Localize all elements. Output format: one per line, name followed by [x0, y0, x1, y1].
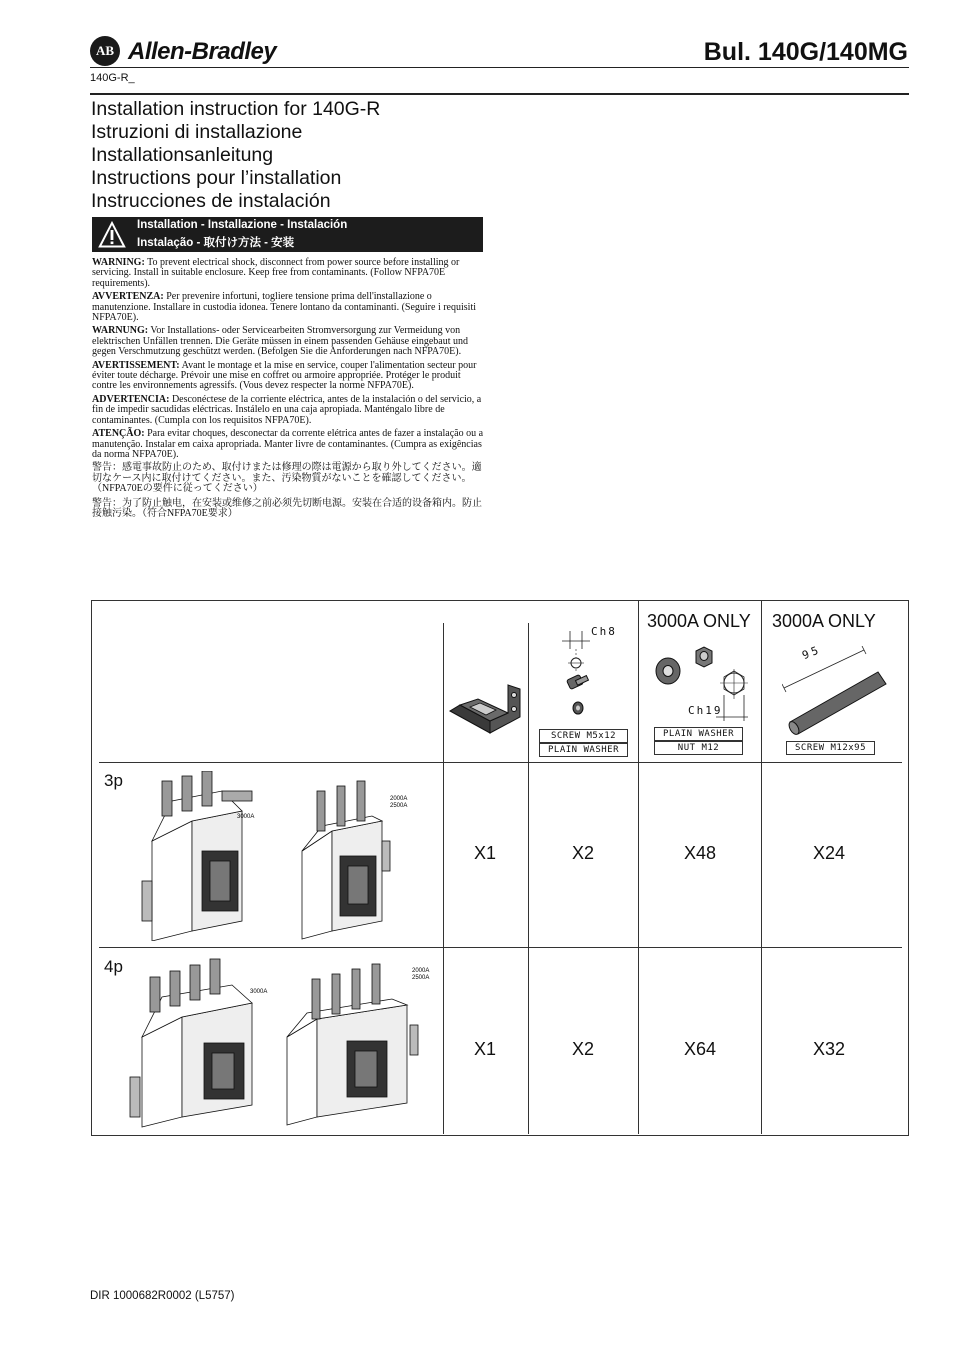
title-fr: Instructions pour l’installation: [91, 167, 342, 189]
warning-cn: 警告：为了防止触电，在安装或维修之前必须先切断电源。安装在合适的设备箱内。防止接触污染。（符合NFPA70E要求）: [92, 497, 482, 519]
bulletin-title: Bul. 140G/140MG: [703, 38, 908, 66]
plain-washer-label: PLAIN WASHER: [539, 743, 628, 757]
qty-4p-bracket: X1: [473, 1039, 497, 1059]
banner-line-2: Instalação - 取付け方法 - 安装: [137, 237, 295, 249]
header-3000a-only-2: 3000A ONLY: [772, 611, 876, 631]
qty-3p-bracket: X1: [473, 843, 497, 863]
title-es: Instrucciones de instalación: [91, 190, 331, 212]
warning-jp: 警告：感電事故防止のため、取付けまたは修理の際は電源から取り外してください。適切なケース内に取付けてください。また、汚染物質がないことを確認してください。（NFPA70Eの要件に従ってください）: [92, 462, 482, 495]
screw-m12-label: SCREW M12x95: [786, 741, 875, 755]
header-rule-bold: [90, 93, 909, 95]
dim-95-label: 95: [800, 642, 823, 663]
warning-triangle-icon: [97, 220, 127, 249]
rod-m12-icon: [782, 646, 894, 736]
warning-pt: ATENÇÃO: Para evitar choques, desconectar da corrente elétrica antes de fazer a instalação ou a manutenção. Instalar em caixa apropriada. Manter livre de contaminantes. (Cumpra as exigências da norma NFPA70E).: [92, 428, 484, 460]
title-en: Installation instruction for 140G-R: [91, 98, 381, 120]
row-label-4p: 4p: [104, 957, 123, 976]
row-divider: [99, 947, 902, 948]
brand-name: Allen-Bradley: [128, 38, 277, 65]
label-2000a-4p: 2000A: [412, 968, 430, 974]
breaker-3p-illustration: [132, 771, 432, 941]
qty-4p-screw: X2: [571, 1039, 595, 1059]
qty-4p-washer-nut: X64: [683, 1039, 717, 1059]
ch8-label: Ch8: [591, 625, 617, 638]
title-it: Istruzioni di installazione: [91, 121, 303, 143]
label-3000a-4p: 3000A: [250, 989, 268, 995]
warning-de: WARNUNG: Vor Installations- oder Servicearbeiten Stromversorgung zur Vermeidung von elektrischen Unfällen trennen. Die Geräte müssen in einem passenden Gehäuse eingebaut und gegen Verschmutzung geschützt werden. (Befolgen Sie die Anforderungen nach NFPA70E).: [92, 325, 468, 358]
catalog-code: 140G-R_: [90, 72, 135, 84]
title-de: Installationsanleitung: [91, 144, 274, 166]
parts-table: [91, 600, 909, 1136]
ch19-label: Ch19: [688, 704, 723, 717]
qty-3p-washer-nut: X48: [683, 843, 717, 863]
breaker-4p-illustration: [122, 957, 437, 1129]
warning-text-block: [92, 258, 484, 523]
warning-en: WARNING: To prevent electrical shock, disconnect from power source before installing or servicing. Install in suitable enclosure. Keep free from contaminants. (Follow NFPA70E requirements).: [92, 257, 460, 289]
banner-line-1: Installation - Installazione - Instalación: [137, 219, 348, 231]
nut-m12-label: NUT M12: [654, 741, 743, 755]
installation-banner: [92, 217, 483, 252]
screw-m5-icon: [560, 627, 630, 723]
warning-fr: AVERTISSEMENT: Avant le montage et la mise en service, couper l'alimentation secteur pour éviter toute décharge. Prévoir une mise en coffret ou armoire appropriée. Protéger le produit contre les environnements agressifs. (Vous devez respecter la norme NFPA70E).: [92, 359, 477, 392]
header-rule: [90, 67, 909, 68]
plain-washer-label-2: PLAIN WASHER: [654, 727, 743, 741]
mounting-bracket-icon: [448, 683, 526, 743]
qty-4p-rod: X32: [812, 1039, 846, 1059]
warning-es: ADVERTENCIA: Desconéctese de la corriente eléctrica, antes de la instalación o del servicio, a fin de impedir sacudidas eléctricas. Instálelo en una caja apropiada. Manténgalo libre de contaminantes. (Cumpla con los requisitos NFPA70E).: [92, 393, 482, 426]
col-divider: [761, 601, 762, 1134]
qty-3p-screw: X2: [571, 843, 595, 863]
allen-bradley-logo: [90, 36, 290, 70]
label-2500a: 2500A: [390, 803, 408, 809]
warning-it: AVVERTENZA: Per prevenire infortuni, togliere tensione prima dell'installazione o manutenzione. Installare in custodia idonea. Tenere lontano da contaminanti. (Seguire i requisiti NFPA70E).: [92, 291, 476, 324]
label-2000a: 2000A: [390, 796, 408, 802]
col-divider: [638, 601, 639, 1134]
document-number: DIR 1000682R0002 (L5757): [90, 1290, 235, 1302]
ab-logo-mark: AB: [90, 36, 120, 66]
label-2500a-4p: 2500A: [412, 975, 430, 981]
qty-3p-rod: X24: [812, 843, 846, 863]
instruction-titles: [91, 98, 380, 213]
header-3000a-only-1: 3000A ONLY: [647, 611, 751, 631]
screw-m5-label: SCREW M5x12: [539, 729, 628, 743]
row-divider: [99, 762, 902, 763]
row-label-3p: 3p: [104, 771, 123, 790]
svg-text:3000A: 3000A: [237, 814, 255, 820]
